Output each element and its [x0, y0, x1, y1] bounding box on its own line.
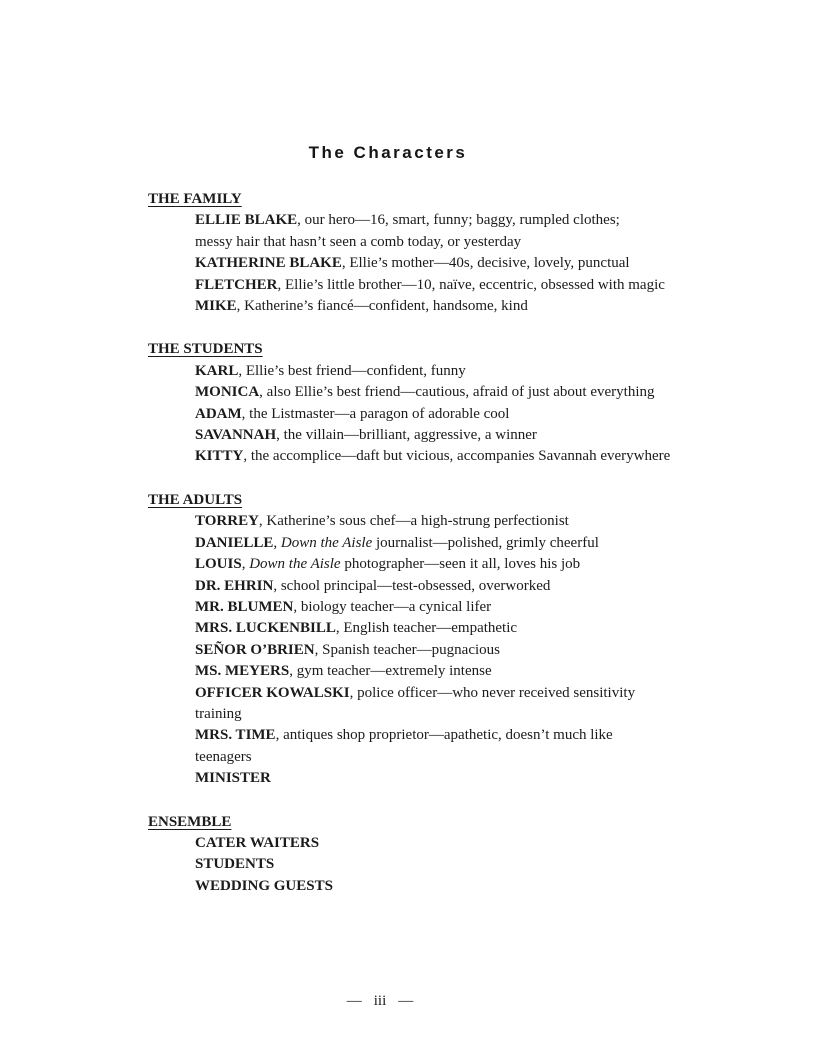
character-description: teenagers [195, 748, 252, 765]
footer-right-dash: — [398, 993, 414, 1009]
character-name: TORREY [195, 513, 259, 530]
section-entries [148, 361, 708, 468]
character-section [148, 812, 708, 898]
character-entry [195, 661, 708, 682]
entry-line [195, 683, 708, 704]
entry-line [195, 640, 708, 661]
entry-line [195, 597, 708, 618]
character-description: , Ellie’s mother—40s, decisive, lovely, punctual [341, 255, 630, 272]
publication-title: Down the Aisle [280, 534, 373, 551]
character-section [148, 339, 708, 467]
character-description: , Spanish teacher—pugnacious [314, 641, 500, 658]
entry-line [195, 533, 708, 554]
entry-line [195, 876, 708, 897]
character-entry [195, 618, 708, 639]
entry-line [195, 854, 708, 875]
character-entry [195, 576, 708, 597]
character-entry [195, 725, 708, 768]
character-entry [195, 683, 708, 726]
entry-line [195, 361, 708, 382]
character-description: , police officer—who never received sensitivity [349, 684, 636, 701]
character-section [148, 490, 708, 790]
character-name: MRS. LUCKENBILL [195, 620, 336, 637]
page-title: The Characters [308, 143, 468, 162]
character-description: , Ellie’s little brother—10, naïve, eccentric, obsessed with magic [277, 276, 665, 293]
character-description: , Katherine’s fiancé—confident, handsome, kind [236, 298, 528, 315]
character-description: messy hair that hasn’t seen a comb today, or yesterday [195, 233, 522, 250]
character-name: MRS. TIME [195, 727, 276, 744]
publication-title: Down the Aisle [249, 556, 341, 573]
character-description: , [273, 534, 281, 551]
character-name: WEDDING GUESTS [195, 877, 333, 894]
character-entry [195, 768, 708, 789]
character-description: , our hero—16, smart, funny; baggy, rumpled clothes; [297, 212, 620, 229]
entry-line [195, 210, 708, 231]
character-description: , gym teacher—extremely intense [289, 663, 492, 680]
character-name: KATHERINE BLAKE [195, 255, 342, 272]
character-entry [195, 404, 708, 425]
section-heading: THE ADULTS [148, 491, 243, 508]
entry-line [195, 768, 708, 789]
character-name: KITTY [195, 448, 244, 465]
entry-line [195, 618, 708, 639]
entry-line [195, 704, 708, 725]
section-entries [148, 833, 708, 897]
entry-line [195, 425, 708, 446]
character-description: , [241, 556, 250, 573]
character-description: , the accomplice—daft but vicious, accompanies Savannah everywhere [243, 448, 671, 465]
character-description: photographer—seen it all, loves his job [340, 556, 581, 573]
character-description: , school principal—test-obsessed, overworked [273, 577, 551, 594]
character-entry [195, 275, 708, 296]
section-heading: THE STUDENTS [148, 341, 263, 358]
section-heading: ENSEMBLE [148, 813, 232, 830]
character-entry [195, 511, 708, 532]
entry-line [195, 554, 708, 575]
entry-line [195, 833, 708, 854]
entry-line [195, 253, 708, 274]
character-name: CATER WAITERS [195, 834, 320, 851]
character-name: SEÑOR O’BRIEN [195, 641, 315, 658]
entry-line [195, 446, 708, 467]
character-name: OFFICER KOWALSKI [195, 684, 350, 701]
character-name: ELLIE BLAKE [195, 212, 298, 229]
character-description: , the Listmaster—a paragon of adorable cool [241, 405, 510, 422]
character-name: STUDENTS [195, 856, 275, 873]
character-entry [195, 382, 708, 403]
character-entry [195, 210, 708, 253]
character-entry [195, 597, 708, 618]
character-description: journalist—polished, grimly cheerful [372, 534, 599, 551]
character-list [148, 189, 708, 919]
character-entry [195, 253, 708, 274]
character-name: MINISTER [195, 770, 271, 787]
section-entries [148, 210, 708, 317]
character-entry [195, 296, 708, 317]
character-entry [195, 876, 708, 897]
character-description: , the villain—brilliant, aggressive, a winner [276, 427, 537, 444]
character-name: MS. MEYERS [195, 663, 290, 680]
character-description: , Katherine’s sous chef—a high-strung perfectionist [258, 513, 569, 530]
character-entry [195, 554, 708, 575]
page-number: iii [373, 993, 387, 1009]
entry-line [195, 275, 708, 296]
section-heading: THE FAMILY [148, 191, 242, 207]
character-description: , English teacher—empathetic [335, 620, 518, 637]
entry-line [195, 725, 708, 746]
character-name: ADAM [195, 405, 242, 422]
entry-line [195, 296, 708, 317]
character-description: , Ellie’s best friend—confident, funny [238, 362, 466, 379]
character-name: FLETCHER [195, 276, 278, 293]
character-name: DR. EHRIN [195, 577, 274, 594]
entry-line [195, 232, 708, 253]
character-entry [195, 640, 708, 661]
page-number-group [347, 993, 414, 1010]
character-description: , also Ellie’s best friend—cautious, afraid of just about everything [259, 384, 655, 401]
entry-line [195, 576, 708, 597]
character-entry [195, 533, 708, 554]
entry-line [195, 382, 708, 403]
character-name: MIKE [195, 298, 237, 315]
character-name: MONICA [195, 384, 260, 401]
character-name: SAVANNAH [195, 427, 277, 444]
entry-line [195, 661, 708, 682]
character-entry [195, 361, 708, 382]
character-entry [195, 854, 708, 875]
section-entries [148, 511, 708, 789]
character-entry [195, 446, 708, 467]
character-description: training [195, 705, 242, 722]
character-name: KARL [195, 362, 239, 379]
character-name: MR. BLUMEN [195, 598, 294, 615]
entry-line [195, 404, 708, 425]
character-description: , antiques shop proprietor—apathetic, doesn’t much like [275, 727, 613, 744]
character-entry [195, 833, 708, 854]
character-entry [195, 425, 708, 446]
character-name: LOUIS [195, 556, 242, 573]
page-footer [148, 993, 612, 1010]
character-section [148, 189, 708, 317]
character-name: DANIELLE [195, 534, 274, 551]
character-description: , biology teacher—a cynical lifer [293, 598, 492, 615]
footer-left-dash: — [346, 993, 362, 1009]
entry-line [195, 511, 708, 532]
entry-line [195, 747, 708, 768]
